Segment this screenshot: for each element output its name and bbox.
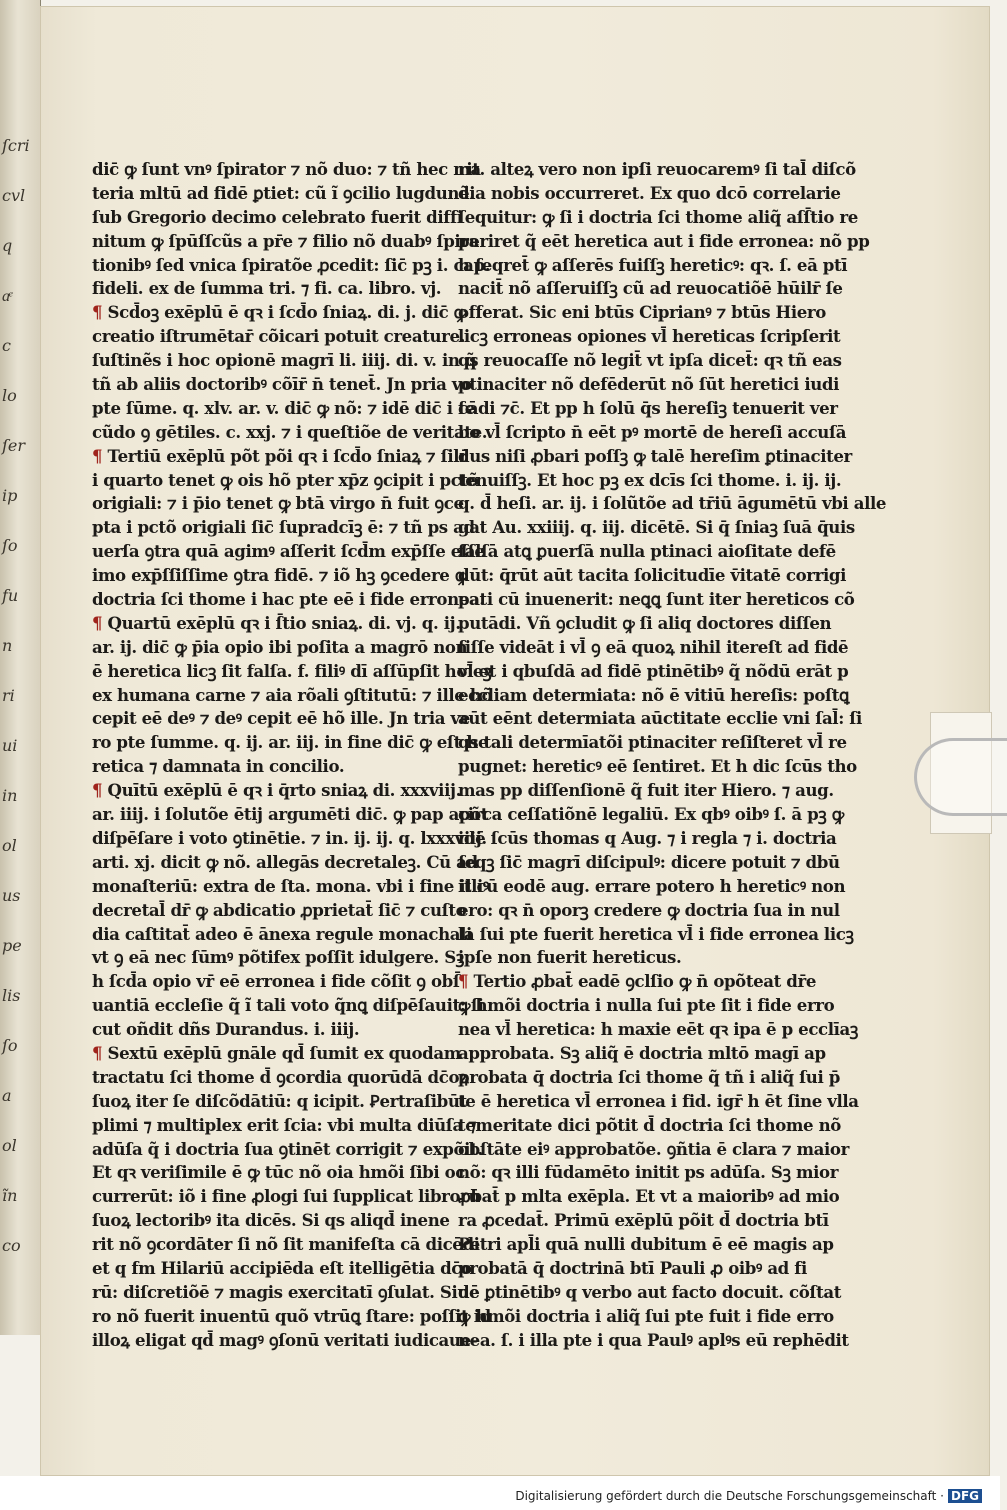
verso-fragment: aͤ xyxy=(2,286,10,305)
text-line: monaſteriū: extra de ſta. mona. vbi i fine illiꝰ xyxy=(92,875,489,896)
verso-fragment: ol xyxy=(2,1136,17,1155)
text-line: bo vl̄ ſcripto n̄ eēt pꝰ mortē de hereſi accuſā xyxy=(458,421,847,442)
text-line: retica ⁊ damnata in concilio. xyxy=(92,756,345,777)
text-line: qs tali determīatõi ptinaciter reſiſteret vl̄ re xyxy=(458,732,847,753)
verso-fragment: ſo xyxy=(2,1036,18,1055)
text-line: it cū eodē aug. errare potero h hereticꝰ non xyxy=(458,875,846,896)
text-line: ¶ Tertio ꝓbat̄ eadē ꝯclſio ꝙ n̄ opõteat dr̄e xyxy=(458,971,816,992)
text-line: tenuiſſꝫ. Et hoc pꝫ ex dcīs ſci thome. i. ij. ij. xyxy=(458,469,842,490)
text-line: ro nõ fuerit inuentū quõ vtrūꝗ ſtare: poſſit id xyxy=(92,1305,491,1326)
verso-fragment: in xyxy=(2,786,18,805)
text-line: eccliam determiata: nõ ē vitiū hereſis: poſtꝗ xyxy=(458,684,850,705)
text-line: q. d̄ heſi. ar. ij. i ſolũtõe ad tr̄iū āgumētū vbi alle xyxy=(458,493,887,514)
text-line: plimi ⁊ multiplex erit ſcia: vbi multa diūſa ⁊ xyxy=(92,1114,477,1135)
text-line: ꝙ hmõi doctria i aliq̃ ſui pte fuit i fide erro xyxy=(458,1305,834,1326)
text-line: origiali: ⁊ i p̄io tenet ꝙ btā virgo n̄ fuit ꝯce xyxy=(92,493,464,514)
verso-fragment: ſo xyxy=(2,536,18,555)
verso-fragment: lis xyxy=(2,986,21,1005)
text-line: rit nõ ꝯcordāter ſi nõ ſit manifeſta cā dicēdi xyxy=(92,1234,480,1255)
text-line: ar. iiij. i ſolutõe ētij argumēti dic̄. ꝙ pap apõt xyxy=(92,804,489,825)
text-line: ſuſtinẽs i hoc opionē magrī li. iiij. di. v. in q̃ xyxy=(92,350,477,371)
text-line: dia nobis occurreret. Ex quo dcō correlarie xyxy=(458,182,841,203)
text-line: pugnet: hereticꝰ eē ſentiret. Et h dic ſcūs tho xyxy=(458,756,857,777)
text-line: h ſeqret̄ ꝙ aſſerēs fuiſſꝫ hereticꝰ: qꝛ. ſ. eā ptī xyxy=(458,254,848,275)
verso-fragment: q xyxy=(2,236,13,255)
rubric-pilcrow: ¶ xyxy=(92,302,103,323)
text-line: tñ ab aliis doctoribꝰ cõīr̄ n̄ tenet̄. Jn pria vo xyxy=(92,374,472,395)
text-line: offerat. Sic eni btūs Ciprianꝰ ⁊ btūs Hiero xyxy=(458,302,826,323)
verso-fragment: cvl xyxy=(2,186,26,205)
text-line: nitum ꝙ ſpūſſcũs a pr̄e ⁊ filio nõ duabꝰ ſpira xyxy=(92,230,479,251)
text-line: adūſa q̃ i doctria ſua ꝯtinēt corrigit ⁊ expõit. xyxy=(92,1138,483,1159)
rubric-pilcrow: ¶ xyxy=(92,612,103,633)
verso-fragment: co xyxy=(2,1236,21,1255)
text-line: falſā atꝗ ꝑuerſā nulla ptinaci aioſitate defē xyxy=(458,541,836,562)
text-line: idē ſcūs thomas q Aug. ⁊ i regla ⁊ i. doctria xyxy=(458,827,837,848)
verso-fragment: us xyxy=(2,886,21,905)
text-line: tractatu ſci thome d̄ ꝯcordia quorūdā dc̄oꝝ xyxy=(92,1066,469,1087)
text-line: cut oñdit dñs Durandus. i. iiij. xyxy=(92,1019,360,1040)
text-line: ra ꝓcedat̄. Primū exēplū põit d̄ doctria btī xyxy=(458,1210,829,1231)
text-line: fideli. ex de ſumma tri. ⁊ fi. ca. libro. vj. xyxy=(92,278,442,299)
text-line: ꝓbat̄ p mlta exēpla. Et vt a maioribꝰ ad mio xyxy=(458,1186,840,1207)
text-line: ꝙ hmõi doctria i nulla ſui pte ſit i fide erro xyxy=(458,995,835,1016)
text-line: ſuoꝝ lectoribꝰ ita dicēs. Si qs aliqd̄ inene xyxy=(92,1210,450,1231)
credit-text: Digitalisierung gefördert durch die Deutsche Forschungsgemeinschaft · xyxy=(515,1489,944,1503)
verso-fragment: ri xyxy=(2,686,15,705)
text-line: ſequitur: ꝙ ſi i doctria ſci thome aliq̃ aſſ̄tio re xyxy=(458,206,858,227)
text-line: ero: qꝛ n̄ oporꝫ credere ꝙ doctria ſua in nul xyxy=(458,899,840,920)
left-text-column xyxy=(92,158,493,1353)
verso-fragment: n xyxy=(2,636,13,655)
text-line: pta i pctõ origiali ſic̄ ſupradcīꝫ ē: ⁊ tñ ps ad xyxy=(92,517,475,538)
rubric-pilcrow: ¶ xyxy=(92,780,103,801)
text-line: tionibꝰ ſed vnica ſpiratõe ꝓcedit: ſic̄ pꝫ i. cap. xyxy=(92,254,491,275)
text-line: ¶ Quītū exēplū ē qꝛ i q̄rto sniaꝝ di. xxxviij. xyxy=(92,780,461,801)
text-line: ē heretica licꝫ ſit falſa. f. filiꝰ dī aſſūpſit hoīeꝫ xyxy=(92,660,492,681)
text-line: doctria ſci thome i hac pte eē i fide erronea. xyxy=(92,589,485,610)
verso-fragment: ĩn xyxy=(2,1186,18,1205)
text-line: uantiā eccleſie q̃ ĩ tali voto q̃nꝗ diſpēſauit: ſi xyxy=(92,995,484,1016)
verso-fragment: fu xyxy=(2,586,19,605)
text-line: ſub Gregorio decimo celebrato fuerit diffi xyxy=(92,206,463,227)
text-line: ro pte ſumme. q. ij. ar. iij. in fine dic̄ ꝙ eſt he xyxy=(92,732,489,753)
right-text-column xyxy=(458,158,887,1353)
text-line: ¶ Quartū exēplū qꝛ i ſ̄tio sniaꝝ. di. vj. q. ij. xyxy=(92,612,461,633)
text-line: imo exp̄ſſiſſime ꝯtra fidē. ⁊ iõ hꝫ ꝯcedere ꝙ xyxy=(92,565,467,586)
book-page xyxy=(40,6,990,1476)
verso-fragment: ſcri xyxy=(2,136,30,155)
verso-page-edge xyxy=(0,0,41,1335)
text-line: nea. ſ. i illa pte i qua Paulꝰ aplꝰs eū rephēdit xyxy=(458,1329,849,1350)
verso-fragment: c xyxy=(2,336,11,355)
rubric-pilcrow: ¶ xyxy=(92,1042,103,1063)
verso-fragment: pe xyxy=(2,936,22,955)
text-line: dē ꝑtinētibꝰ q verbo aut facto docuit. cõſtat xyxy=(458,1281,842,1302)
verso-fragment: ol xyxy=(2,836,17,855)
text-line: ptinaciter nõ defēderūt nõ ſūt heretici iudi xyxy=(458,374,840,395)
rubric-pilcrow: ¶ xyxy=(92,445,103,466)
text-line: decretal̄ dr̄ ꝙ abdicatio ꝓprietat̄ ſic̄ ⁊ cuſto xyxy=(92,899,467,920)
text-line: currerūt: iõ i fine ꝓlogi ſui ſupplicat librorū xyxy=(92,1186,481,1207)
text-line: periret q̃ eēt heretica aut i fide erronea: nõ pp xyxy=(458,230,870,251)
text-line: Petri apl̄i quā nulli dubitum ē eē magis ap xyxy=(458,1234,834,1255)
text-line: pte ſūme. q. xlv. ar. v. dic̄ ꝙ nõ: ⁊ idē dic̄ i ſe xyxy=(92,397,475,418)
text-line: temeritate dici põtit d̄ doctria ſci thome nõ xyxy=(458,1114,841,1135)
text-line: diſpēſare i voto ꝯtinētie. ⁊ in. ij. ij. q. lxxxviij. xyxy=(92,827,487,848)
text-line: nacit̄ nõ aſſeruiſſꝫ cũ ad reuocatiõē hūilr̄ ſe xyxy=(458,278,843,299)
text-line: ſuoꝝ iter ſe diſcõdātiū: q icipit. Ꝑertraſibūt xyxy=(92,1090,467,1111)
verso-fragment: lo xyxy=(2,386,17,405)
text-line: rū: diſcretiõē ⁊ magis exercitatī ꝯſulat. Siue xyxy=(92,1281,480,1302)
verso-fragment: ip xyxy=(2,486,18,505)
text-line: dus niſi ꝓbari poſſꝫ ꝙ talē hereſim ꝑtinaciter xyxy=(458,445,852,466)
text-line: ex humana carne ⁊ aia rõali ꝯſtitutū: ⁊ ille hõ xyxy=(92,684,493,705)
text-line: dia caſtitat̄ adeo ē ānexa regule monachali xyxy=(92,923,472,944)
text-line: et q fm Hilariū accipiēda eſt itelligētia dc̄o xyxy=(92,1257,472,1278)
verso-fragment: a xyxy=(2,1086,12,1105)
text-line: vt ꝯ eā nec ſūmꝰ põtifex poſſit idulgere. Sꝫ xyxy=(92,947,464,968)
text-line: vl̄ et i qbuſdā ad fidē ptinētibꝰ q̃ nõdū erāt p xyxy=(458,660,849,681)
text-line: teria mltū ad fidē ꝑtiet: cũ ĩ ꝯcilio lugdunẽ. xyxy=(92,182,475,203)
text-line: te ē heretica vl̄ erronea i fid. igr̄ h ēt ſine vlla xyxy=(458,1090,859,1111)
text-line: cũdo ꝯ gētiles. c. xxj. ⁊ i queſtiõe de veritate. xyxy=(92,421,488,442)
text-line: probatā q̄ doctrinā btī Pauli ꝓ oibꝰ ad fi xyxy=(458,1257,807,1278)
text-line: aūt eēnt determiata aūctitate ecclie vni ſal̄: ſi xyxy=(458,708,862,729)
text-line: uerſa ꝯtra quā agimꝰ aſſerit ſcd̄m exp̄ſſe eſſe xyxy=(92,541,485,562)
text-line: mas pp diſſenſionē q̃ fuit iter Hiero. ⁊ aug. xyxy=(458,780,834,801)
text-line: putādi. Vñ ꝯcludit ꝙ ſi aliq doctores diſſen xyxy=(458,612,832,633)
text-line: nõ: qꝛ illi fūdamēto initit ps adūſa. Sꝫ mior xyxy=(458,1162,839,1183)
text-line: ¶ Scd̄oꝫ exēplū ē qꝛ i ſcd̄o ſniaꝝ. di. j. dic̄ ꝙ xyxy=(92,302,466,323)
text-line: h ſcd̄a opio vr̄ eē erronea i fide cõſit ꝯ obſ̄ xyxy=(92,971,460,992)
digitization-credit xyxy=(511,1488,986,1504)
text-line: ar. ij. dic̄ ꝙ p̄ia opio ibi poſita a magrō non xyxy=(92,636,468,657)
text-line: cādi ⁊c̄. Et pp h ſolū q̄s hereſiꝫ tenuerit ver xyxy=(458,397,838,418)
text-line: approbata. Sꝫ aliq̃ ē doctria mltō magī ap xyxy=(458,1042,826,1063)
text-line: ¶ Tertiū exēplū põt põi qꝛ i ſcd̄o ſniaꝝ ⁊ ſilr̄ xyxy=(92,445,468,466)
text-line: ſeqꝫ ſic̄ magrī diſcipulꝰ: dicere potuit ⁊ dbū xyxy=(458,851,840,872)
text-line: arti. xj. dicit ꝙ nõ. allegās decretaleꝫ. Cū ad xyxy=(92,851,478,872)
text-line: obſtāte eiꝰ approbatõe. ꝯñtia ē clara ⁊ maior xyxy=(458,1138,849,1159)
text-line: probata q̄ doctria ſci thome q̃ tñ i aliq̃ ſui p̄ xyxy=(458,1066,840,1087)
verso-fragment: ſer xyxy=(2,436,26,455)
text-line: rit. alteꝝ vero non ipſi reuocaremꝰ ſi tal̄ diſcõ xyxy=(458,159,856,179)
text-line: cepit eē deꝰ ⁊ deꝰ cepit eē hõ ille. Jn tria ve xyxy=(92,708,470,729)
text-line: gat Au. xxiiij. q. iij. dicētē. Si q̄ ſniaꝫ ſuā q̄uis xyxy=(458,517,855,538)
text-line: i quarto tenet ꝙ ois hõ pter xp̄z ꝯcipit i pctõ xyxy=(92,469,479,490)
text-line: nea vl̄ heretica: h maxie eēt qꝛ ipa ē p ecclīaꝫ xyxy=(458,1019,858,1040)
text-line: circa ceſſatiõnē legaliū. Ex qbꝰ oibꝰ ſ. ā pꝫ ꝙ xyxy=(458,804,844,825)
page-clip xyxy=(914,738,1007,816)
rubric-pilcrow: ¶ xyxy=(458,971,469,992)
text-line: pati cū inuenerit: neꝗꝗ ſunt iter hereticos cõ xyxy=(458,589,855,610)
text-line: qs reuocaſſe nõ legit̄ vt ipſa dicet̄: qꝛ tñ eas xyxy=(458,350,842,371)
text-line: ¶ Sextū exēplū gnāle qd̄ ſumit ex quodam xyxy=(92,1042,461,1063)
text-line: illoꝝ eligat qd̄ magꝰ ꝯſonū veritati iudicaue- xyxy=(92,1329,478,1350)
text-line: dūt: q̄rūt aūt tacita ſolicitudīe v̄itatē corrigi xyxy=(458,565,846,586)
text-line: Et qꝛ veriſimile ē ꝙ tūc nõ oia hmõi ſibi oc xyxy=(92,1162,465,1183)
text-line: ipſe non fuerit hereticus. xyxy=(458,947,682,968)
text-line: licꝫ erroneas opiones vl̄ hereticas ſcripſerit xyxy=(458,326,841,347)
text-line: creatio iſtrumētar̄ cõicari potuit creature. xyxy=(92,326,465,347)
text-line: dic̄ ꝙ ſunt vnꝰ ſpirator ⁊ nõ duo: ⁊ tñ hec ma xyxy=(92,159,481,179)
text-line: ſiſſe videāt i vl̄ ꝯ eā quoꝝ nihil itereſt ad fidē xyxy=(458,636,849,657)
verso-fragment: ui xyxy=(2,736,18,755)
dfg-logo: DFG xyxy=(948,1489,982,1503)
text-line: la ſui pte fuerit heretica vl̄ i fide erronea licꝫ xyxy=(458,923,854,944)
